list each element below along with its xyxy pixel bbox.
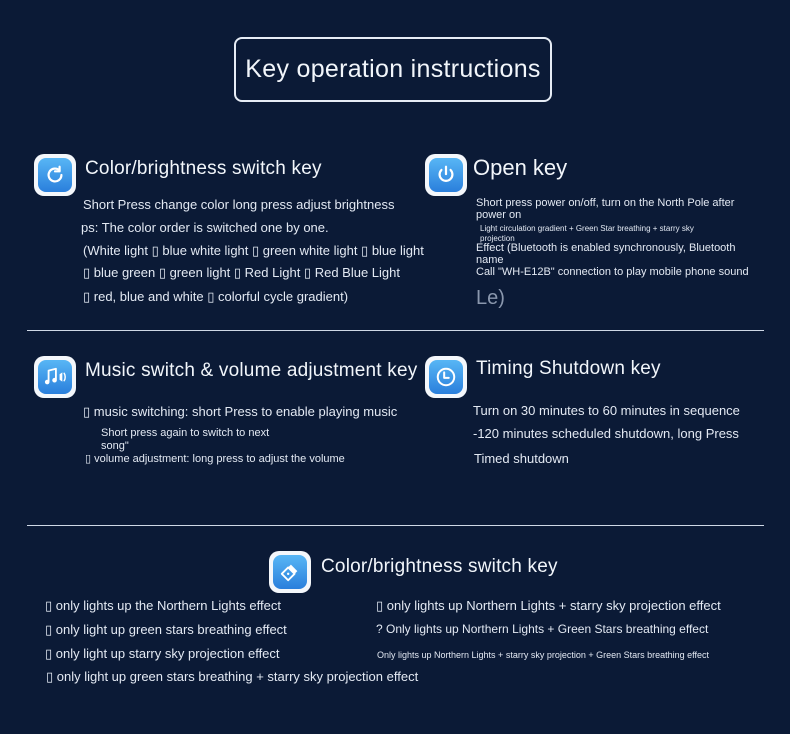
music-key-line: ▯ volume adjustment: long press to adjust the volume xyxy=(85,453,345,465)
power-icon xyxy=(435,164,457,186)
open-key-line: name xyxy=(476,254,504,266)
music-key-icon-badge xyxy=(34,356,76,398)
timing-key-line: Turn on 30 minutes to 60 minutes in sequence xyxy=(473,403,740,418)
effect-key-heading: Color/brightness switch key xyxy=(321,556,558,577)
timing-key-heading: Timing Shutdown key xyxy=(476,358,661,379)
open-key-line: Effect (Bluetooth is enabled synchronously, Bluetooth xyxy=(476,242,736,254)
divider xyxy=(27,525,764,526)
flashlight-icon xyxy=(279,561,301,583)
divider xyxy=(27,330,764,331)
open-key-line: power on xyxy=(476,209,522,221)
effect-right-line: ? Only lights up Northern Lights + Green Stars breathing effect xyxy=(376,622,709,636)
color-key-line: ps: The color order is switched one by one. xyxy=(81,220,329,235)
music-key-heading: Music switch & volume adjustment key xyxy=(85,360,418,381)
music-note-icon xyxy=(43,366,67,388)
effect-left-line: ▯ only lights up the Northern Lights effect xyxy=(45,598,281,613)
music-key-line: song" xyxy=(101,440,129,452)
clock-icon xyxy=(435,366,457,388)
color-key-line: (White light ▯ blue white light ▯ green white light ▯ blue light xyxy=(83,243,424,258)
color-key-line: Short Press change color long press adjust brightness xyxy=(83,197,395,212)
timing-key-line: -120 minutes scheduled shutdown, long Press xyxy=(473,426,739,441)
page-title: Key operation instructions xyxy=(245,55,541,83)
open-key-line: Short press power on/off, turn on the North Pole after xyxy=(476,197,735,209)
open-key-line: projection xyxy=(480,234,515,243)
music-key-line: Short press again to switch to next xyxy=(101,427,270,439)
open-key-icon-badge xyxy=(425,154,467,196)
page-title-box xyxy=(234,37,552,102)
effect-right-line: ▯ only lights up Northern Lights + starry sky projection effect xyxy=(376,598,721,613)
color-key-heading: Color/brightness switch key xyxy=(85,158,322,179)
music-key-line: ▯ music switching: short Press to enable playing music xyxy=(83,404,398,419)
timing-key-line: Timed shutdown xyxy=(474,451,569,466)
timing-key-icon-badge xyxy=(425,356,467,398)
effect-left-line: ▯ only light up green stars breathing effect xyxy=(45,622,287,637)
open-key-line: Le) xyxy=(476,287,505,309)
effect-right-line: Only lights up Northern Lights + starry sky projection + Green Stars breathing effect xyxy=(377,650,709,660)
open-key-line: Call "WH-E12B" connection to play mobile phone sound xyxy=(476,266,749,278)
effect-left-line: ▯ only light up starry sky projection effect xyxy=(45,646,280,661)
refresh-icon xyxy=(44,164,66,186)
effect-key-icon-badge xyxy=(269,551,311,593)
color-key-line: ▯ red, blue and white ▯ colorful cycle gradient) xyxy=(83,289,349,304)
open-key-heading: Open key xyxy=(473,155,568,180)
color-key-line: ▯ blue green ▯ green light ▯ Red Light ▯ Red Blue Light xyxy=(83,265,400,280)
effect-left-line: ▯ only light up green stars breathing + starry sky projection effect xyxy=(46,669,419,684)
color-key-icon-badge xyxy=(34,154,76,196)
open-key-line: Light circulation gradient + Green Star breathing + starry sky xyxy=(480,224,694,233)
